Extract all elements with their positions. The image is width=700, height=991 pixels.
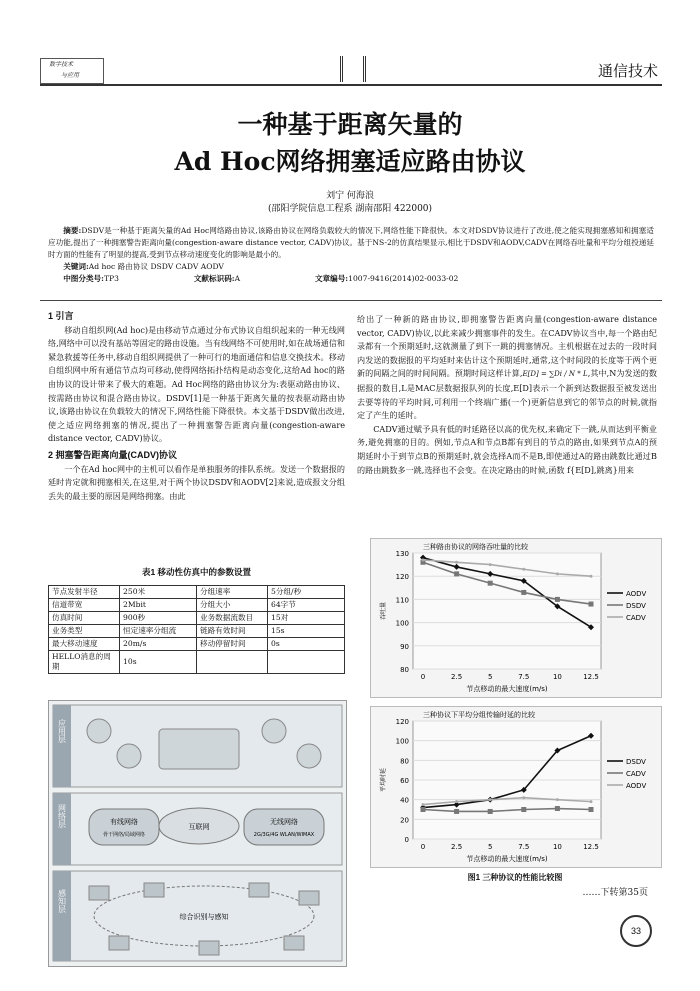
x-tick-label: 2.5 bbox=[451, 843, 463, 851]
data-point bbox=[556, 572, 559, 575]
data-point bbox=[522, 568, 525, 571]
x-tick-label: 5 bbox=[487, 673, 493, 681]
legend-label: AODV bbox=[626, 782, 647, 790]
affiliation: (邵阳学院信息工程系 湖南邵阳 422000) bbox=[267, 204, 433, 214]
x-tick-label: 7.5 bbox=[518, 843, 530, 851]
logo-line1: 数字技术 bbox=[49, 61, 74, 68]
x-tick-label: 7.5 bbox=[518, 673, 530, 681]
y-tick-label: 110 bbox=[395, 596, 409, 605]
wired-cloud bbox=[89, 809, 159, 845]
wireless-label: 无线网络 bbox=[270, 818, 298, 826]
params-table bbox=[48, 585, 345, 674]
x-tick-label: 12.5 bbox=[583, 673, 599, 681]
sense-layer-tab bbox=[53, 871, 71, 961]
logo-line2: 与应用 bbox=[61, 72, 80, 79]
x-tick-label: 10 bbox=[552, 673, 562, 681]
table-row bbox=[49, 638, 345, 651]
table-cell: 250米 bbox=[120, 586, 197, 599]
data-point bbox=[455, 800, 458, 803]
page-number: 33 bbox=[620, 915, 652, 947]
table-cell: 节点发射半径 bbox=[49, 586, 120, 599]
table-cell: 仿真时间 bbox=[49, 612, 120, 625]
data-point bbox=[556, 798, 559, 801]
data-point bbox=[589, 602, 594, 607]
sense-center-label: 综合识别与感知 bbox=[179, 913, 229, 921]
table-cell: HELLO消息的周期 bbox=[49, 651, 120, 674]
x-tick-label: 0 bbox=[420, 843, 426, 851]
x-tick-label: 0 bbox=[420, 673, 426, 681]
app-icon-1 bbox=[87, 719, 111, 743]
keywords-label: 关键词: bbox=[63, 262, 89, 271]
clc-label: 中图分类号: bbox=[63, 274, 104, 283]
sense-device-1 bbox=[89, 886, 109, 900]
table-cell: 最大移动速度 bbox=[49, 638, 120, 651]
table-cell: 移动停留时间 bbox=[196, 638, 267, 651]
authors: 刘宁 何海浪 bbox=[326, 191, 374, 201]
right-para-2: CADV通过赋予具有低的时延路径以高的优先权,来确定下一跳,从而达到平衡业务,避免拥塞的目的。例如,节点A和节点B都有到目的节点的路由,如果到节点A的预期延时小于到节点B的预期延时,就会选择A而不是B,即使通过A的路由跳数比通过B的路由跳数多一跳,选择也不会变。在决定路由的时候,函数 f{E[D],跳离}用来 bbox=[357, 423, 657, 475]
data-point bbox=[590, 800, 593, 803]
header-decoration bbox=[340, 56, 366, 82]
table-caption: 表1 移动性仿真中的参数设置 bbox=[141, 567, 252, 577]
y-tick-label: 100 bbox=[395, 737, 409, 746]
table-cell: 10s bbox=[120, 651, 197, 674]
table-cell: 2Mbit bbox=[120, 599, 197, 612]
data-point bbox=[590, 575, 593, 578]
architecture-diagram bbox=[49, 701, 346, 966]
sense-device-7 bbox=[284, 936, 304, 950]
data-point bbox=[489, 798, 492, 801]
y-tick-label: 0 bbox=[404, 836, 409, 844]
data-point bbox=[422, 558, 425, 561]
table-cell: 900秒 bbox=[120, 612, 197, 625]
table-cell: 链路有效时间 bbox=[196, 625, 267, 638]
table-cell bbox=[196, 651, 267, 674]
app-icon-4 bbox=[297, 744, 321, 768]
data-point bbox=[555, 597, 560, 602]
table-row bbox=[49, 612, 345, 625]
chart-delay bbox=[370, 706, 662, 868]
architecture-figure bbox=[48, 700, 347, 967]
y-tick-label: 40 bbox=[400, 796, 409, 805]
right-column bbox=[357, 313, 657, 477]
y-tick-label: 90 bbox=[400, 642, 409, 651]
right-para-1b: ,其中,N为发送的数据报的数目,L是MAC层数据报队列的长度,E[D]表示一个新到达数据报至被发送出去要等待的平均时间,可利用一个终端广播(一个)更新信息到它的邻节点的时候,就指定了产生的延时。 bbox=[357, 368, 658, 421]
table-cell: 分组速率 bbox=[196, 586, 267, 599]
figure-caption: 图1 三种协议的性能比较图 bbox=[467, 873, 563, 882]
section2-para: 一个在Ad hoc网中的主机可以看作是单独服务的排队系统。发送一个数据报的延时肯定就和拥塞相关,在这里,对于两个协议DSDV和AODV[2]来说,造成报文分组丢失的最主要的原因是网络拥塞。由此 bbox=[48, 463, 345, 501]
y-tick-label: 80 bbox=[400, 757, 409, 766]
app-layer-label: 应用层 bbox=[57, 719, 67, 743]
table-cell: 信道带宽 bbox=[49, 599, 120, 612]
data-point bbox=[589, 807, 594, 812]
abstract-text: DSDV是一种基于距离矢量的Ad Hoc网络路由协议,该路由协议在网络负载较大的情况下,网络性能下降很快。本文对DSDV协议进行了改进,使之能实现拥塞感知和拥塞适应功能,提出了一种拥塞警告距离向量(congestion-aware distance vector, CADV)协议。基于NS-2的仿真结果显示,相比于DSDV和AODV,CADV在网络吞吐量和平均分组投递延时方面的性能有了明显的提高,受到节点移动速度变化的影响是最小的。 bbox=[48, 226, 654, 259]
y-tick-label: 100 bbox=[395, 619, 409, 628]
section-title: 通信技术 bbox=[597, 62, 658, 80]
left-column bbox=[48, 310, 345, 503]
wireless-sub-label: 2G/3G/4G WLAN/WIMAX bbox=[253, 832, 315, 838]
abstract-block bbox=[48, 225, 654, 285]
y-axis-label: 平均时延 bbox=[380, 767, 387, 793]
table-row bbox=[49, 586, 345, 599]
data-point bbox=[522, 796, 525, 799]
data-point bbox=[455, 561, 458, 564]
table-cell: 20m/s bbox=[120, 638, 197, 651]
data-point bbox=[521, 807, 526, 812]
table-row bbox=[49, 625, 345, 638]
wireless-cloud bbox=[244, 809, 324, 845]
x-axis-label: 节点移动的最大速度(m/s) bbox=[466, 685, 548, 693]
doc-value: A bbox=[234, 274, 241, 283]
abstract-rule bbox=[40, 300, 662, 301]
x-tick-label: 10 bbox=[552, 843, 562, 851]
data-point bbox=[454, 809, 459, 814]
abstract-label: 摘要: bbox=[63, 226, 82, 235]
legend-label: CADV bbox=[626, 614, 646, 622]
legend-label: CADV bbox=[626, 770, 646, 778]
header-rule bbox=[40, 84, 662, 86]
table-cell: 恒定速率分组流 bbox=[120, 625, 197, 638]
chart-title: 三种路由协议的网络吞吐量的比较 bbox=[423, 543, 528, 551]
y-tick-label: 80 bbox=[400, 666, 409, 674]
y-tick-label: 120 bbox=[395, 718, 409, 726]
table-cell: 15对 bbox=[268, 612, 345, 625]
plot-area bbox=[413, 553, 601, 669]
app-icon-3 bbox=[262, 719, 286, 743]
doc-label: 文献标识码: bbox=[193, 274, 235, 283]
legend-label: DSDV bbox=[626, 758, 646, 766]
table-cell: 15s bbox=[268, 625, 345, 638]
table-cell: 业务数据流数目 bbox=[196, 612, 267, 625]
data-point bbox=[454, 571, 459, 576]
data-point bbox=[555, 806, 560, 811]
chart-title: 三种协议下平均分组传输时延的比较 bbox=[423, 711, 535, 719]
data-point bbox=[521, 590, 526, 595]
y-tick-label: 130 bbox=[395, 550, 409, 558]
sense-device-3 bbox=[249, 883, 269, 897]
y-tick-label: 20 bbox=[400, 816, 409, 825]
table-cell: 5分组/秒 bbox=[268, 586, 345, 599]
y-axis-label: 吞吐量 bbox=[380, 601, 387, 621]
continued-note: ……下转第35页 bbox=[582, 888, 648, 898]
sense-device-6 bbox=[199, 941, 219, 955]
server-cluster bbox=[159, 729, 239, 769]
x-axis-label: 节点移动的最大速度(m/s) bbox=[466, 855, 548, 863]
article-value: 1007-9416(2014)02-0033-02 bbox=[348, 274, 459, 283]
table-cell bbox=[268, 651, 345, 674]
table-cell: 分组大小 bbox=[196, 599, 267, 612]
net-layer-label: 网络层 bbox=[57, 804, 67, 828]
right-para-1-text: 给出了一种新的路由协议,即拥塞警告距离向量(congestion-aware distance vector, CADV)协议,以此来减少拥塞事件的发生。在CADV协议当中,每一个路由纪录都有一个预期延时,这就测量了到下一跳的拥塞情况。主机根据在过去的一段时间内发送的数据报的平均延时来估计这个预期延时,通常,这个时间段的长度等于两个更新的间隔之间的时间间隔。预期时间这样计算, bbox=[357, 314, 657, 379]
chart-throughput bbox=[370, 538, 662, 698]
table-row bbox=[49, 651, 345, 674]
app-icon-2 bbox=[117, 744, 141, 768]
wired-sub-label: 骨干网络/局域网络 bbox=[103, 832, 145, 838]
legend-label: AODV bbox=[626, 590, 647, 598]
wired-label: 有线网络 bbox=[110, 818, 138, 826]
formula: E[D] = ∑Di / N * L bbox=[522, 370, 588, 379]
table-cell: 0s bbox=[268, 638, 345, 651]
y-tick-label: 120 bbox=[395, 573, 409, 582]
sense-device-4 bbox=[299, 891, 319, 905]
data-point bbox=[421, 807, 426, 812]
x-tick-label: 5 bbox=[487, 843, 493, 851]
keywords: Ad hoc 路由协议 DSDV CADV AODV bbox=[88, 262, 224, 271]
internet-label: 互联网 bbox=[188, 823, 210, 831]
table-cell: 业务类型 bbox=[49, 625, 120, 638]
section2-heading: 2 拥塞警告距离向量(CADV)协议 bbox=[48, 449, 178, 460]
y-tick-label: 60 bbox=[400, 777, 409, 785]
sense-layer-label: 感知层 bbox=[57, 889, 67, 913]
right-para-1 bbox=[357, 313, 657, 423]
table-cell: 64字节 bbox=[268, 599, 345, 612]
paper-title-line1: 一种基于距离矢量的 bbox=[237, 110, 463, 139]
legend-label: DSDV bbox=[626, 602, 646, 610]
app-layer-tab bbox=[53, 705, 71, 787]
data-point bbox=[489, 563, 492, 566]
x-tick-label: 12.5 bbox=[583, 843, 599, 851]
section1-para: 移动自组织网(Ad hoc)是由移动节点通过分布式协议自组织起来的一种无线网络,网络中可以没有基站等固定的路由设施。当有线网络不可使用时,如在战场通信和紧急救援等任务中,移动自组织网提供了一种可行的地面通信和信息交换技术。移动自组织网中所有通信节点均可移动,使得网络拓扑结构是动态变化,这给Ad hoc的路由协议的设计带来了极大的难题。Ad Hoc网络的路由协议分为:表驱动路由协议、按需路由协议和混合路由协议。DSDV[1]是一种基于距离矢量的按表驱动路由协议,该路由协议在负载较大的情况下,网络性能下降很快。本文基于DSDV做出改进,使之适应网络拥塞的情况,提出了一种拥塞警告距离向量(congestion-aware distance vector, CADV)协议。 bbox=[48, 324, 345, 444]
x-tick-label: 2.5 bbox=[451, 673, 463, 681]
data-point bbox=[488, 809, 493, 814]
section1-heading: 1 引言 bbox=[48, 311, 74, 321]
data-point bbox=[488, 581, 493, 586]
data-point bbox=[422, 803, 425, 806]
clc-value: TP3 bbox=[103, 274, 119, 283]
table-row bbox=[49, 599, 345, 612]
paper-title-line2: Ad Hoc网络拥塞适应路由协议 bbox=[174, 147, 526, 176]
sense-device-2 bbox=[144, 883, 164, 897]
sense-device-5 bbox=[109, 936, 129, 950]
article-label: 文章编号: bbox=[314, 274, 349, 283]
journal-logo bbox=[40, 58, 104, 84]
